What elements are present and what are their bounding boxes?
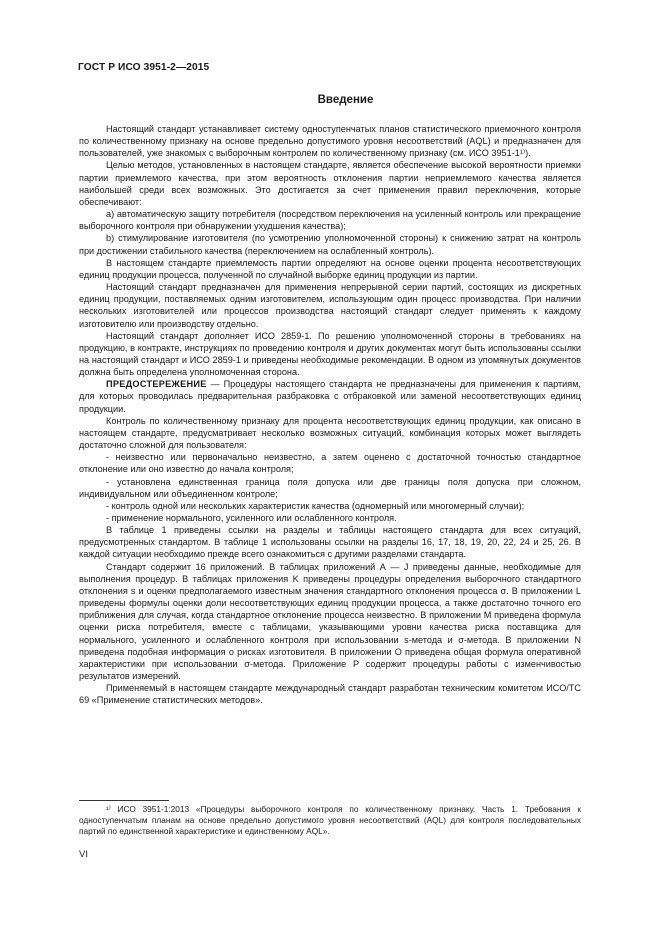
document-body xyxy=(79,123,581,707)
warning-label: ПРЕДОСТЕРЕЖЕНИЕ xyxy=(106,379,207,390)
paragraph: В таблице 1 приведены ссылки на разделы и таблицы настоящего стандарта для всех ситуаций, предусмотренных стандартом. В таблице 1 использованы ссылки на разделы 16, 17, 18, 19, 20, 22, 24 и 25, 26. В каждой ситуации необходимо прежде всего ознакомиться с другими разделами стандарта. xyxy=(79,525,581,560)
footnote-text: ¹⁾ ИСО 3951-1:2013 «Процедуры выборочного контроля по количественному признаку. Часть 1. Требования к одноступенчатым планам на основе предельно допустимого уровня несоответствий (AQL) для контроля последовательных партий по единственной характеристике и единственному AQL». xyxy=(79,804,581,836)
section-title: Введение xyxy=(317,94,374,106)
paragraph: Настоящий стандарт дополняет ИСО 2859-1. По решению уполномоченной стороны в требованиях на продукцию, в контракте, инструкциях по проведению контроля и других документах могут быть использованы ссылки на настоящий стандарт и ИСО 2859-1 и приведены необходимые рекомендации. В одном из упомянутых документов должна быть определена уполномоченная сторона. xyxy=(79,330,581,378)
document-header: ГОСТ Р ИСО 3951-2—2015 xyxy=(78,62,210,73)
list-item: - применение нормального, усиленного или ослабленного контроля. xyxy=(106,513,397,523)
warning-paragraph xyxy=(79,378,581,414)
list-item: b) стимулирование изготовителя (по усмотрению уполномоченной стороны) к снижению затрат на контроль при достижении стабильного качества (переключением на ослабленный контроль). xyxy=(79,233,581,256)
footnote xyxy=(79,804,581,837)
footnote-divider xyxy=(79,800,169,801)
paragraph: Стандарт содержит 16 приложений. В таблицах приложений А — J приведены данные, необходимые для выполнения процедур. В таблицах приложения K приведены процедуры определения выборочного стандартного отклонения s и оценки предполагаемого известным значения стандартного отклонения процесса σ. В приложении L приведены формулы оценки доли несоответствующих единиц продукции процесса, а также достаточно точного его приближения для случая, когда стандартное отклонение процесса неизвестно. В приложении M приведена формула оценки риска потребителя, вместе с таблицами, указывающими уровни качества риска поставщика для нормального, усиленного и ослабленного контроля при использовании s-метода и σ-метода. В приложении N приведена подобная информация о рисках изготовителя. В приложении O приведена общая формула оперативной характеристики при использовании σ-метода. Приложение P содержит процедуры работы с изменчивостью результатов измерений. xyxy=(79,561,581,682)
warning-text: — Процедуры настоящего стандарта не предназначены для применения к партиям, для которых проводилась предварительная разбраковка с отбраковкой или заменой несоответствующих единиц продукции. xyxy=(79,379,581,414)
paragraph: В настоящем стандарте приемлемость партии определяют на основе оценки процента несоответствующих единиц продукции процесса, полученной по случайной выборке единиц продукции из партии. xyxy=(79,257,581,280)
list-item: - контроль одной или нескольких характеристик качества (одномерный или многомерный случаи); xyxy=(106,500,525,511)
paragraph: Контроль по количественному признаку для процента несоответствующих единиц продукции, как описано в настоящем стандарте, предусматривает несколько возможных ситуаций, комбинация которых может выглядеть достаточно сложной для пользователя: xyxy=(79,415,581,451)
page-number: VI xyxy=(79,849,88,860)
paragraph: Применяемый в настоящем стандарте международный стандарт разработан техническим комитетом ИСО/ТС 69 «Применение статистических методов». xyxy=(79,683,581,706)
paragraph: Настоящий стандарт устанавливает систему одноступенчатых планов статистического приемочного контроля по количественному признаку на основе предельно допустимого уровня несоответствий (AQL) и предназначен для пользователей, уже знакомых с выборочным контролем по количественному признаку (см. ИСО 3951-1¹⁾). xyxy=(79,124,581,159)
list-item: - неизвестно или первоначально неизвестно, а затем оценено с достаточной точностью стандартное отклонение или оно известно до начала контроля; xyxy=(79,452,581,475)
paragraph: Настоящий стандарт предназначен для применения непрерывной серии партий, состоящих из дискретных единиц продукции, поставляемых одним изготовителем, использующим один процесс производства. При наличии нескольких изготовителей или процессов производства настоящий стандарт следует применять к каждому изготовителю или производству отдельно. xyxy=(79,282,581,329)
list-item: a) автоматическую защиту потребителя (посредством переключения на усиленный контроль или прекращение выборочного контроля при обнаружении ухудшения качества); xyxy=(79,209,581,232)
list-item: - установлена единственная граница поля допуска или две границы поля допуска при сложном, индивидуальном или объединенном контроле; xyxy=(79,476,581,499)
paragraph: Целью методов, установленных в настоящем стандарте, является обеспечение высокой вероятности приемки партии приемлемого качества, при этом вероятность отклонения партии неприемлемого качества является наибольшей среди всех возможных. Это достигается за счет применения правил переключения, которые обеспечивают: xyxy=(79,160,581,207)
